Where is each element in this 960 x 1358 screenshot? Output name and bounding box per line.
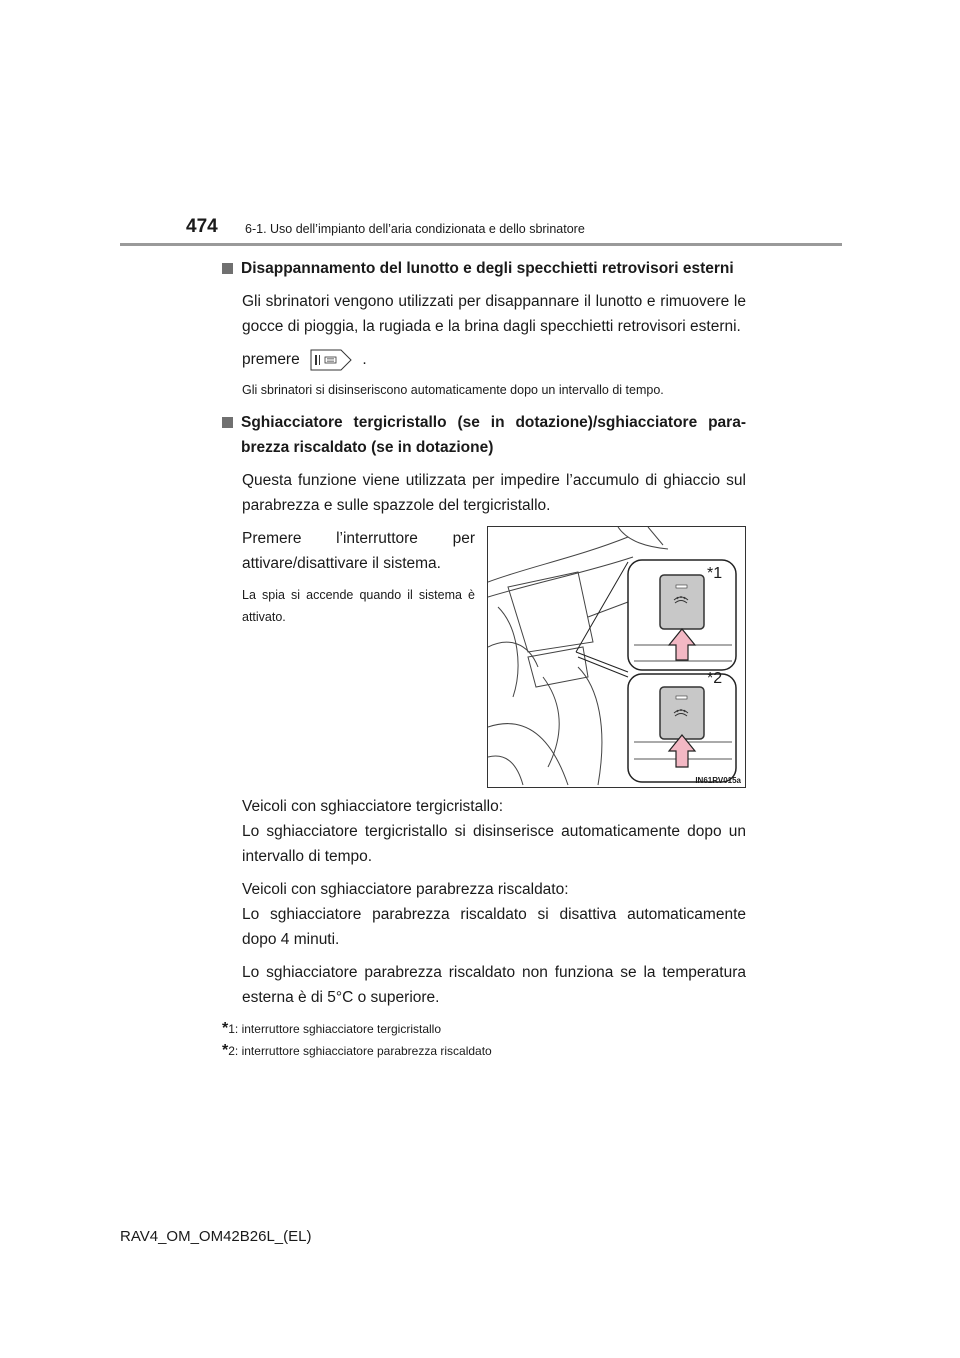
para-wiper-auto-off: Lo sghiacciatore tergicristallo si disinserisce automaticamente dopo un intervallo di tempo. [242, 823, 746, 865]
document-code-footer: RAV4_OM_OM42B26L_(EL) [120, 1228, 312, 1245]
note-auto-off: Gli sbrinatori si disinseriscono automaticamente dopo un intervallo di tempo. [242, 383, 664, 397]
heading-text: Disappannamento del lunotto e degli specchietti retrovisori esterni [241, 260, 734, 277]
instruction-column [242, 526, 475, 788]
para-temperature-limit: Lo sghiacciatore parabrezza riscaldato non funziona se la temperatura esterna è di 5°C o superiore. [242, 964, 746, 1006]
press-instruction [242, 347, 746, 372]
instruction-with-figure [242, 526, 746, 788]
section-title: 6-1. Uso dell’impianto dell’aria condizionata e dello sbrinatore [245, 222, 585, 236]
press-text: premere [242, 351, 300, 368]
instruction-text: Premere l’interruttore per attivare/disattivare il sistema. [242, 530, 475, 572]
footnote-text: : interruttore sghiacciatore tergicristallo [234, 1022, 442, 1036]
rear-defroster-button-icon [310, 349, 352, 371]
square-bullet-icon [222, 417, 233, 428]
para-windshield-auto-off: Lo sghiacciatore parabrezza riscaldato si disattiva automaticamente dopo 4 minuti. [242, 906, 746, 948]
para-windshield-vehicles: Veicoli con sghiacciatore parabrezza riscaldato: [242, 881, 569, 898]
header-rule [120, 243, 842, 246]
section-heading-wiper-deicer [222, 410, 746, 460]
switch-marker-2: *2 [707, 670, 723, 687]
footnote-text: : interruttore sghiacciatore parabrezza riscaldato [234, 1044, 492, 1058]
footnote-star: * [222, 1020, 229, 1037]
para-wiper-vehicles: Veicoli con sghiacciatore tergicristallo: [242, 798, 504, 815]
dashboard-switch-illustration [487, 526, 746, 788]
press-end: . [362, 351, 367, 368]
paragraph-defogger-description: Gli sbrinatori vengono utilizzati per disappannare il lunotto e rimuovere le gocce di pioggia, la rugiada e la brina dagli specchietti retrovisori esterni. [242, 293, 746, 335]
square-bullet-icon [222, 263, 233, 274]
footnote-1 [222, 1018, 746, 1040]
heading-text: Sghiacciatore tergicristallo (se in dotazione)/sghiacciatore para-brezza riscaldato (se in dotazione) [241, 414, 746, 456]
section-heading-rear-defogger [222, 256, 746, 281]
paragraph-deicer-description: Questa funzione viene utilizzata per impedire l’accumulo di ghiaccio sul parabrezza e sulle spazzole del tergicristallo. [242, 472, 746, 514]
footnote-number: 2 [228, 1044, 235, 1058]
page-body [222, 256, 746, 1062]
switch-marker-1: *1 [707, 565, 723, 582]
instruction-note: La spia si accende quando il sistema è attivato. [242, 588, 475, 624]
footnote-star: * [222, 1042, 229, 1059]
figure-code: IN61RV015a [695, 776, 741, 785]
page-number: 474 [186, 216, 218, 237]
footnote-2 [222, 1040, 746, 1062]
footnote-number: 1 [228, 1022, 235, 1036]
